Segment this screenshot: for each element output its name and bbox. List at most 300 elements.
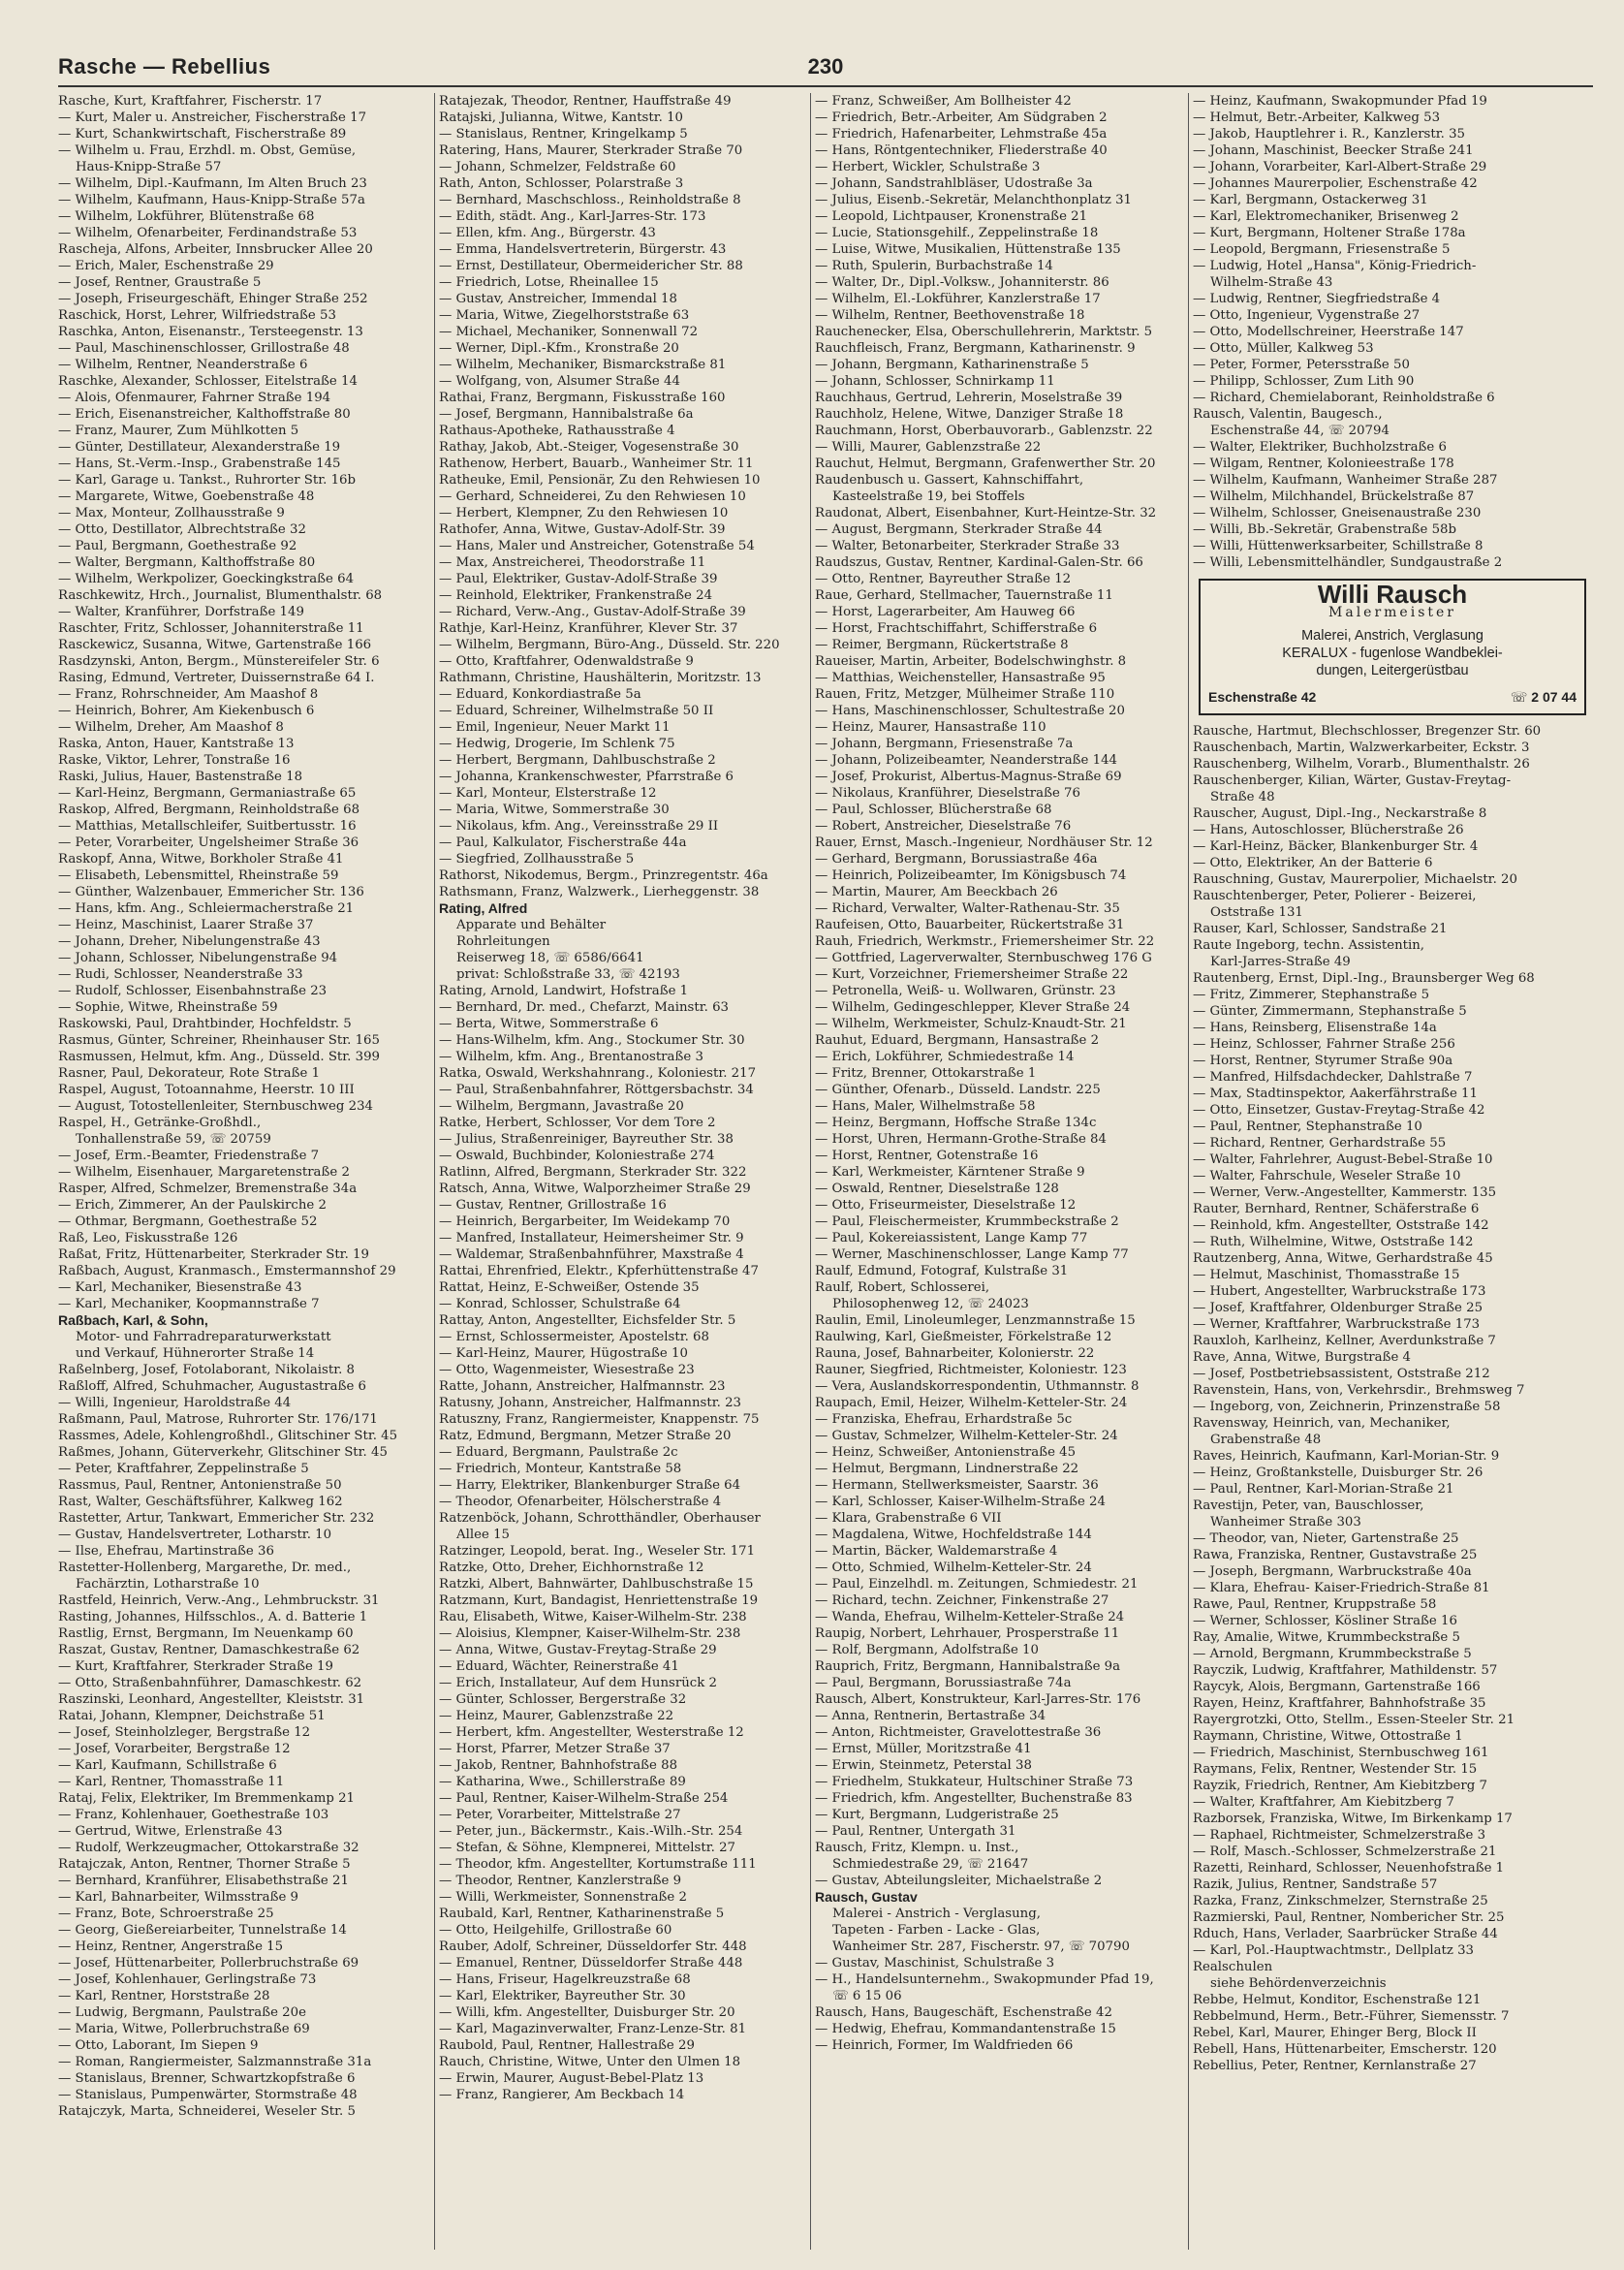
directory-entry: Rast, Walter, Geschäftsführer, Kalkweg 162	[58, 1495, 343, 1509]
directory-entry: — Joseph, Friseurgeschäft, Ehinger Straße 252	[58, 292, 368, 306]
directory-entry: Rausch, Fritz, Klempn. u. Inst.,	[815, 1841, 1019, 1855]
directory-entry: — Paul, Elektriker, Gustav-Adolf-Straße 39	[439, 572, 718, 586]
directory-entry: — Erich, Installateur, Auf dem Hunsrück 2	[439, 1676, 717, 1690]
directory-entry: Rathaus-Apotheke, Rathausstraße 4	[439, 424, 675, 438]
directory-entry: — Heinz, Schweißer, Antonienstraße 45	[815, 1445, 1077, 1460]
directory-entry: Rataj, Felix, Elektriker, Im Bremmenkamp 21	[58, 1791, 356, 1806]
directory-entry: Rattai, Ehrenfried, Elektr., Kpferhüttenstraße 47	[439, 1264, 759, 1278]
directory-entry: Rduch, Hans, Verlader, Saarbrücker Straße 44	[1193, 1927, 1498, 1941]
directory-entry: Oststraße 131	[1210, 905, 1303, 920]
directory-entry: — Karl, Bahnarbeiter, Wilmsstraße 9	[58, 1890, 299, 1905]
directory-entry: — Karl, Schlosser, Kaiser-Wilhelm-Straße 24	[815, 1495, 1106, 1509]
directory-entry: — Sophie, Witwe, Rheinstraße 59	[58, 1000, 278, 1015]
directory-entry: Rebel, Karl, Maurer, Ehinger Berg, Block II	[1193, 2026, 1477, 2040]
directory-entry: — Paul, Rentner, Kaiser-Wilhelm-Straße 254	[439, 1791, 729, 1806]
directory-entry: Rawa, Franziska, Rentner, Gustavstraße 25	[1193, 1548, 1478, 1562]
directory-entry: Ratlinn, Alfred, Bergmann, Sterkrader Str. 322	[439, 1165, 747, 1180]
directory-entry: — Karl, Pol.-Hauptwachtmstr., Dellplatz 33	[1193, 1943, 1475, 1958]
directory-entry: Ratsch, Anna, Witwe, Walporzheimer Straße 29	[439, 1182, 751, 1196]
directory-entry: Ratuszny, Franz, Rangiermeister, Knappenstr. 75	[439, 1412, 760, 1427]
directory-entry: — Otto, Elektriker, An der Batterie 6	[1193, 856, 1433, 870]
directory-entry: Raskopf, Anna, Witwe, Borkholer Straße 41	[58, 852, 344, 867]
directory-entry: — Bernhard, Kranführer, Elisabethstraße 21	[58, 1874, 349, 1888]
directory-entry: Rascheja, Alfons, Arbeiter, Innsbrucker Allee 20	[58, 242, 373, 257]
directory-entry: — Walter, Kraftfahrer, Am Kiebitzberg 7	[1193, 1795, 1454, 1810]
directory-entry: — Wilgam, Rentner, Kolonieestraße 178	[1193, 457, 1454, 471]
directory-entry: Rasckewicz, Susanna, Witwe, Gartenstraße 166	[58, 638, 372, 652]
directory-entry: — Otto, Straßenbahnführer, Damaschkestr. 62	[58, 1676, 362, 1690]
directory-entry: Rauschtenberger, Peter, Polierer - Beizerei,	[1193, 889, 1477, 903]
directory-entry: — Wilhelm, Gedingeschlepper, Klever Straße 24	[815, 1000, 1131, 1015]
directory-entry: — Kurt, Bergmann, Ludgeristraße 25	[815, 1808, 1059, 1822]
directory-entry: — Stanislaus, Pumpenwärter, Stormstraße 48	[58, 2088, 358, 2102]
directory-entry: — Willi, Ingenieur, Haroldstraße 44	[58, 1396, 292, 1410]
directory-entry: — Wilhelm, El.-Lokführer, Kanzlerstraße 17	[815, 292, 1101, 306]
directory-entry: Rathsmann, Franz, Walzwerk., Lierheggenstr. 38	[439, 885, 760, 899]
directory-entry: Ratzinger, Leopold, berat. Ing., Weseler Str. 171	[439, 1544, 756, 1559]
directory-entry: — Karl, Magazinverwalter, Franz-Lenze-Str. 81	[439, 2022, 747, 2036]
directory-entry: — Reinhold, Elektriker, Frankenstraße 24	[439, 588, 713, 603]
directory-entry: — Erich, Lokführer, Schmiedestraße 14	[815, 1050, 1075, 1064]
directory-entry: Raupach, Emil, Heizer, Wilhelm-Ketteler-Str. 24	[815, 1396, 1128, 1410]
directory-entry: Razmierski, Paul, Rentner, Nombericher Str. 25	[1193, 1910, 1505, 1925]
directory-entry: Rauber, Adolf, Schreiner, Düsseldorfer Str. 448	[439, 1939, 747, 1954]
directory-entry: — Paul, Rentner, Untergath 31	[815, 1824, 1016, 1839]
directory-entry: — Hans, Röntgentechniker, Fliederstraße 40	[815, 143, 1108, 158]
directory-entry: — August, Totostellenleiter, Sternbuschweg 234	[58, 1099, 374, 1114]
directory-entry: — Richard, Rentner, Gerhardstraße 55	[1193, 1136, 1447, 1151]
directory-entry: Rauner, Siegfried, Richtmeister, Koloniestr. 123	[815, 1363, 1127, 1377]
directory-entry: — Günter, Schlosser, Bergerstraße 32	[439, 1692, 687, 1707]
directory-entry: — Eduard, Bergmann, Paulstraße 2c	[439, 1445, 678, 1460]
directory-entry: — Ernst, Destillateur, Obermeidericher Str. 88	[439, 259, 743, 273]
directory-entry: — Hubert, Angestellter, Warbruckstraße 173	[1193, 1284, 1486, 1299]
directory-entry: — Leopold, Lichtpauser, Kronenstraße 21	[815, 209, 1088, 224]
directory-entry: Raymann, Christine, Witwe, Ottostraße 1	[1193, 1729, 1463, 1744]
directory-entry: Raulin, Emil, Linoleumleger, Lenzmannstraße 15	[815, 1313, 1136, 1328]
directory-entry: — Josef, Vorarbeiter, Bergstraße 12	[58, 1742, 291, 1756]
directory-entry: Schmiedestraße 29, ☏ 21647	[832, 1857, 1029, 1872]
directory-entry: — Heinz, Maschinist, Laarer Straße 37	[58, 918, 314, 932]
directory-entry: — Richard, Chemielaborant, Reinholdstraße 6	[1193, 391, 1495, 405]
directory-entry: — H., Handelsunternehm., Swakopmunder Pfad 19,	[815, 1972, 1154, 1987]
directory-entry: — Heinrich, Polizeibeamter, Im Königsbusch 74	[815, 868, 1127, 883]
directory-entry: Rebbelmund, Herm., Betr.-Führer, Siemensstr. 7	[1193, 2009, 1510, 2024]
directory-entry: Rasper, Alfred, Schmelzer, Bremenstraße 34a	[58, 1182, 358, 1196]
directory-entry: Rastetter, Artur, Tankwart, Emmericher Str. 232	[58, 1511, 375, 1526]
directory-entry: — Werner, Maschinenschlosser, Lange Kamp 77	[815, 1247, 1129, 1262]
directory-entry: — Erich, Zimmerer, An der Paulskirche 2	[58, 1198, 327, 1213]
directory-entry: — Horst, Pfarrer, Metzer Straße 37	[439, 1742, 671, 1756]
directory-entry: Ratz, Edmund, Bergmann, Metzer Straße 20	[439, 1429, 732, 1443]
directory-entry: — Johann, Polizeibeamter, Neanderstraße 144	[815, 753, 1117, 768]
directory-entry: Rathmann, Christine, Haushälterin, Moritzstr. 13	[439, 671, 762, 685]
directory-entry: Rastfeld, Heinrich, Verw.-Ang., Lehmbruckstr. 31	[58, 1593, 380, 1608]
directory-entry: Rauschenbach, Martin, Walzwerkarbeiter, Eckstr. 3	[1193, 741, 1530, 755]
directory-entry: — Wilhelm, Bergmann, Büro-Ang., Düsseld. Str. 220	[439, 638, 780, 652]
directory-entry: — Gerhard, Schneiderei, Zu den Rehwiesen 10	[439, 489, 746, 504]
directory-entry: — Otto, Kraftfahrer, Odenwaldstraße 9	[439, 654, 694, 669]
directory-entry: — Alois, Ofenmaurer, Fahrner Straße 194	[58, 391, 331, 405]
directory-entry: — Maria, Witwe, Pollerbruchstraße 69	[58, 2022, 310, 2036]
directory-entry: — Karl, Elektromechaniker, Brisenweg 2	[1193, 209, 1459, 224]
directory-entry: — Helmut, Maschinist, Thomasstraße 15	[1193, 1268, 1460, 1282]
directory-entry: Malerei - Anstrich - Verglasung,	[832, 1907, 1041, 1921]
directory-entry: — Klara, Grabenstraße 6 VII	[815, 1511, 1002, 1526]
directory-entry: — Karl, Werkmeister, Kärntener Straße 9	[815, 1165, 1085, 1180]
directory-entry: — Heinz, Rentner, Angerstraße 15	[58, 1939, 284, 1954]
directory-entry: — Wilhelm, Werkpolizer, Goeckingkstraße 64	[58, 572, 355, 586]
directory-entry: — Johann, Dreher, Nibelungenstraße 43	[58, 934, 321, 949]
directory-entry: — Friedrich, Hafenarbeiter, Lehmstraße 45a	[815, 127, 1108, 142]
directory-entry: — Ernst, Schlossermeister, Apostelstr. 68	[439, 1330, 709, 1344]
directory-entry: Rathai, Franz, Bergmann, Fiskusstraße 160	[439, 391, 726, 405]
ad-line: KERALUX - fugenlose Wandbeklei-	[1282, 646, 1503, 661]
directory-entry: Philosophenweg 12, ☏ 24023	[832, 1297, 1029, 1311]
directory-entry: — Anna, Witwe, Gustav-Freytag-Straße 29	[439, 1643, 717, 1657]
directory-entry: Motor- und Fahrradreparaturwerkstatt	[76, 1330, 331, 1344]
directory-entry: — Jakob, Hauptlehrer i. R., Kanzlerstr. 35	[1193, 127, 1465, 142]
directory-entry: — Edith, städt. Ang., Karl-Jarres-Str. 173	[439, 209, 706, 224]
directory-entry: — Otto, Wagenmeister, Wiesestraße 23	[439, 1363, 695, 1377]
directory-entry: Ratajski, Julianna, Witwe, Kantstr. 10	[439, 110, 683, 125]
directory-entry: — Wolfgang, von, Alsumer Straße 44	[439, 374, 680, 389]
ad-line: Malerei, Anstrich, Verglasung	[1301, 628, 1483, 644]
directory-entry: Raueiser, Martin, Arbeiter, Bodelschwinghstr. 8	[815, 654, 1127, 669]
directory-entry: — Peter, Kraftfahrer, Zeppelinstraße 5	[58, 1462, 309, 1476]
directory-entry: — Ludwig, Bergmann, Paulstraße 20e	[58, 2005, 306, 2020]
directory-entry: Ratte, Johann, Anstreicher, Halfmannstr. 23	[439, 1379, 726, 1394]
directory-entry: — Eduard, Konkordiastraße 5a	[439, 687, 641, 702]
directory-entry: Rating, Arnold, Landwirt, Hofstraße 1	[439, 984, 689, 998]
directory-entry: Raßbach, Karl, & Sohn,	[58, 1312, 208, 1328]
directory-entry: Rausch, Gustav	[815, 1889, 918, 1905]
directory-entry: — Otto, Müller, Kalkweg 53	[1193, 341, 1374, 356]
directory-entry: Ratzke, Otto, Dreher, Eichhornstraße 12	[439, 1561, 704, 1575]
directory-entry: — Karl, Rentner, Horststraße 28	[58, 1989, 270, 2003]
directory-entry: — Robert, Anstreicher, Dieselstraße 76	[815, 819, 1072, 834]
directory-entry: — Josef, Prokurist, Albertus-Magnus-Straße 69	[815, 770, 1122, 784]
directory-entry: — Josef, Bergmann, Hannibalstraße 6a	[439, 407, 694, 422]
directory-entry: — Franz, Bote, Schroerstraße 25	[58, 1907, 274, 1921]
directory-entry: — Horst, Rentner, Gotenstraße 16	[815, 1149, 1039, 1163]
directory-entry: Raschke, Alexander, Schlosser, Eitelstraße 14	[58, 374, 358, 389]
directory-entry: — Peter, Vorarbeiter, Ungelsheimer Straße 36	[58, 835, 359, 850]
directory-entry: — Günter, Destillateur, Alexanderstraße 19	[58, 440, 341, 455]
directory-entry: — Herbert, Wickler, Schulstraße 3	[815, 160, 1041, 174]
directory-entry: — Kurt, Vorzeichner, Friemersheimer Straße 22	[815, 967, 1129, 982]
directory-entry: — Stanislaus, Brenner, Schwartzkopfstraße 6	[58, 2071, 356, 2086]
directory-entry: Raschter, Fritz, Schlosser, Johanniterstraße 11	[58, 621, 364, 636]
ad-line: dungen, Leitergerüstbau	[1316, 663, 1469, 678]
directory-entry: — Gustav, Abteilungsleiter, Michaelstraße 2	[815, 1874, 1103, 1888]
directory-entry: Ratheuke, Emil, Pensionär, Zu den Rehwiesen 10	[439, 473, 761, 488]
directory-entry: — Ernst, Müller, Moritzstraße 41	[815, 1742, 1032, 1756]
directory-entry: — Josef, Steinholzleger, Bergstraße 12	[58, 1725, 311, 1740]
directory-entry: Rauna, Josef, Bahnarbeiter, Kolonierstr. 22	[815, 1346, 1095, 1361]
directory-entry: Rasmus, Günter, Schreiner, Rheinhauser Str. 165	[58, 1033, 380, 1048]
directory-entry: Ratke, Herbert, Schlosser, Vor dem Tore 2	[439, 1116, 716, 1130]
directory-entry: Rauchut, Helmut, Bergmann, Grafenwerther Str. 20	[815, 457, 1156, 471]
directory-entry: — Gerhard, Bergmann, Borussiastraße 46a	[815, 852, 1098, 867]
directory-entry: — Fritz, Zimmerer, Stephanstraße 5	[1193, 988, 1430, 1002]
directory-entry: und Verkauf, Hühnerorter Straße 14	[76, 1346, 315, 1361]
directory-entry: — Anna, Rentnerin, Bertastraße 34	[815, 1709, 1046, 1723]
directory-entry: — Ingeborg, von, Zeichnerin, Prinzenstraße 58	[1193, 1400, 1501, 1414]
directory-entry: — Kurt, Kraftfahrer, Sterkrader Straße 19	[58, 1659, 333, 1674]
directory-entry: Rasing, Edmund, Vertreter, Duissernstraße 64 I.	[58, 671, 375, 685]
directory-entry: — Matthias, Weichensteller, Hansastraße 95	[815, 671, 1106, 685]
directory-entry: — Josef, Erm.-Beamter, Friedenstraße 7	[58, 1149, 320, 1163]
directory-entry: — Paul, Rentner, Stephanstraße 10	[1193, 1119, 1422, 1134]
directory-entry: — Heinrich, Bergarbeiter, Im Weidekamp 70	[439, 1214, 731, 1229]
directory-entry: — Paul, Einzelhdl. m. Zeitungen, Schmiedestr. 21	[815, 1577, 1139, 1592]
directory-entry: Eschenstraße 44, ☏ 20794	[1210, 424, 1390, 438]
directory-entry: — Friedrich, Lotse, Rheinallee 15	[439, 275, 659, 290]
directory-entry: — Heinz, Maurer, Hansastraße 110	[815, 720, 1046, 735]
directory-entry: Rauschenberg, Wilhelm, Vorarb., Blumenthalstr. 26	[1193, 757, 1530, 772]
directory-entry: — Werner, Schlosser, Kösliner Straße 16	[1193, 1614, 1457, 1628]
directory-entry: — Peter, Vorarbeiter, Mittelstraße 27	[439, 1808, 681, 1822]
directory-entry: Raves, Heinrich, Kaufmann, Karl-Morian-Str. 9	[1193, 1449, 1500, 1464]
directory-entry: Raulwing, Karl, Gießmeister, Förkelstraße 12	[815, 1330, 1112, 1344]
directory-entry: — Hedwig, Drogerie, Im Schlenk 75	[439, 737, 675, 751]
directory-entry: — Richard, Verwalter, Walter-Rathenau-Str. 35	[815, 901, 1120, 916]
directory-entry: Raßbach, August, Kranmasch., Emstermannshof 29	[58, 1264, 396, 1278]
directory-entry: Rating, Alfred	[439, 900, 528, 916]
directory-entry: Raufeisen, Otto, Bauarbeiter, Rückertstraße 31	[815, 918, 1125, 932]
directory-entry: Ratajczyk, Marta, Schneiderei, Weseler Str. 5	[58, 2104, 356, 2119]
directory-entry: — Helmut, Betr.-Arbeiter, Kalkweg 53	[1193, 110, 1441, 125]
directory-entry: — Lucie, Stationsgehilf., Zeppelinstraße 18	[815, 226, 1099, 240]
directory-entry: ☏ 6 15 06	[832, 1989, 902, 2003]
directory-entry: Rasdzynski, Anton, Bergm., Münstereifeler Str. 6	[58, 654, 380, 669]
directory-entry: Rawe, Paul, Rentner, Kruppstraße 58	[1193, 1597, 1437, 1612]
directory-entry: — Paul, Kalkulator, Fischerstraße 44a	[439, 835, 687, 850]
directory-entry: — Heinrich, Bohrer, Am Kiekenbusch 6	[58, 704, 315, 718]
directory-entry: Ratajezak, Theodor, Rentner, Hauffstraße 49	[439, 94, 732, 109]
directory-entry: — Heinz, Maurer, Gablenzstraße 22	[439, 1709, 674, 1723]
directory-entry: — Theodor, van, Nieter, Gartenstraße 25	[1193, 1531, 1459, 1546]
directory-entry: — Karl-Heinz, Bergmann, Germaniastraße 65	[58, 786, 357, 801]
directory-entry: Rohrleitungen	[456, 934, 550, 949]
directory-entry: — Josef, Kraftfahrer, Oldenburger Straße 25	[1193, 1301, 1483, 1315]
directory-entry: Rauhut, Eduard, Bergmann, Hansastraße 2	[815, 1033, 1100, 1048]
directory-entry: — Johann, Bergmann, Katharinenstraße 5	[815, 358, 1089, 372]
directory-entry: — Walter, Fahrlehrer, August-Bebel-Straße 10	[1193, 1152, 1493, 1167]
directory-entry: — Ruth, Spulerin, Burbachstraße 14	[815, 259, 1053, 273]
directory-entry: — Johann, Bergmann, Friesenstraße 7a	[815, 737, 1074, 751]
directory-entry: — Joseph, Bergmann, Warbruckstraße 40a	[1193, 1564, 1472, 1579]
directory-entry: Ratzmann, Kurt, Bandagist, Henriettenstraße 19	[439, 1593, 759, 1608]
directory-entry: — Walter, Elektriker, Buchholzstraße 6	[1193, 440, 1447, 455]
directory-entry: — Rolf, Masch.-Schlosser, Schmelzerstraße 21	[1193, 1844, 1497, 1859]
directory-entry: Rauchfleisch, Franz, Bergmann, Katharinenstr. 9	[815, 341, 1136, 356]
directory-entry: Raskowski, Paul, Drahtbinder, Hochfeldstr. 5	[58, 1017, 352, 1031]
directory-entry: — Gustav, Handelsvertreter, Lotharstr. 10	[58, 1528, 332, 1542]
directory-entry: — Heinz, Kaufmann, Swakopmunder Pfad 19	[1193, 94, 1487, 109]
directory-entry: Rauschning, Gustav, Maurerpolier, Michaelstr. 20	[1193, 872, 1517, 887]
directory-entry: Raschick, Horst, Lehrer, Wilfriedstraße 53	[58, 308, 336, 323]
directory-entry: Razka, Franz, Zinkschmelzer, Sternstraße 25	[1193, 1894, 1488, 1908]
directory-entry: — Wanda, Ehefrau, Wilhelm-Ketteler-Straße 24	[815, 1610, 1125, 1624]
directory-entry: Rebell, Hans, Hüttenarbeiter, Emscherstr. 120	[1193, 2042, 1497, 2057]
directory-entry: — Emanuel, Rentner, Düsseldorfer Straße 448	[439, 1956, 743, 1970]
directory-entry: — Erich, Maler, Eschenstraße 29	[58, 259, 274, 273]
directory-entry: — Gustav, Rentner, Grillostraße 16	[439, 1198, 667, 1213]
directory-entry: — Martin, Bäcker, Waldemarstraße 4	[815, 1544, 1058, 1559]
directory-entry: Rauchmann, Horst, Oberbauvorarb., Gablenzstr. 22	[815, 424, 1153, 438]
directory-entry: — Johann, Schlosser, Schnirkamp 11	[815, 374, 1055, 389]
directory-entry: — Gottfried, Lagerverwalter, Sternbuschweg 176 G	[815, 951, 1152, 965]
directory-entry: — Jakob, Rentner, Bahnhofstraße 88	[439, 1758, 678, 1773]
directory-entry: — Otto, Ingenieur, Vygenstraße 27	[1193, 308, 1421, 323]
directory-entry: — Philipp, Schlosser, Zum Lith 90	[1193, 374, 1415, 389]
directory-entry: — Heinrich, Former, Im Waldfrieden 66	[815, 2038, 1074, 2053]
directory-entry: Raspel, H., Getränke-Großhdl.,	[58, 1116, 262, 1130]
directory-entry: Raue, Gerhard, Stellmacher, Tauernstraße 11	[815, 588, 1113, 603]
directory-entry: Karl-Jarres-Straße 49	[1210, 955, 1351, 969]
directory-entry: Kasteelstraße 19, bei Stoffels	[832, 489, 1025, 504]
directory-entry: Realschulen	[1193, 1960, 1273, 1974]
directory-entry: Rauer, Ernst, Masch.-Ingenieur, Nordhäuser Str. 12	[815, 835, 1153, 850]
directory-entry: Ratai, Johann, Klempner, Deichstraße 51	[58, 1709, 326, 1723]
directory-entry: — Friedrich, Maschinist, Sternbuschweg 161	[1193, 1746, 1489, 1760]
directory-entry: — Peter, jun., Bäckermstr., Kais.-Wilh.-Str. 254	[439, 1824, 743, 1839]
directory-entry: Ravenstein, Hans, von, Verkehrsdir., Brehmsweg 7	[1193, 1383, 1525, 1398]
directory-entry: — Max, Monteur, Zollhausstraße 9	[58, 506, 285, 520]
directory-entry: Raschka, Anton, Eisenanstr., Tersteegenstr. 13	[58, 325, 363, 339]
directory-entry: Raß, Leo, Fiskusstraße 126	[58, 1231, 238, 1245]
directory-entry: Wilhelm-Straße 43	[1210, 275, 1333, 290]
directory-entry: — Friedrich, kfm. Angestellter, Buchenstraße 83	[815, 1791, 1133, 1806]
directory-entry: — Ludwig, Hotel „Hansa", König-Friedrich-	[1193, 259, 1477, 273]
directory-entry: — Helmut, Bergmann, Lindnerstraße 22	[815, 1462, 1079, 1476]
directory-entry: — Wilhelm, Kaufmann, Haus-Knipp-Straße 57a	[58, 193, 365, 207]
directory-entry: — Gustav, Anstreicher, Immendal 18	[439, 292, 677, 306]
directory-entry: — Karl, Elektriker, Bayreuther Str. 30	[439, 1989, 686, 2003]
directory-entry: — Karl-Heinz, Bäcker, Blankenburger Str. 4	[1193, 839, 1479, 854]
directory-entry: — Friedhelm, Stukkateur, Hultschiner Straße 73	[815, 1775, 1134, 1789]
directory-entry: — Friedrich, Betr.-Arbeiter, Am Südgraben 2	[815, 110, 1108, 125]
directory-entry: Rauschenberger, Kilian, Wärter, Gustav-Freytag-	[1193, 773, 1512, 788]
directory-entry: — Stefan, & Söhne, Klempnerei, Mittelstr. 27	[439, 1841, 735, 1855]
directory-entry: — Wilhelm, Werkmeister, Schulz-Knaudt-Str. 21	[815, 1017, 1127, 1031]
directory-entry: — Paul, Fleischermeister, Krummbeckstraße 2	[815, 1214, 1119, 1229]
directory-entry: — Elisabeth, Lebensmittel, Rheinstraße 59	[58, 868, 339, 883]
directory-entry: — Otto, Schmied, Wilhelm-Ketteler-Str. 24	[815, 1561, 1092, 1575]
directory-entry: Rauchholz, Helene, Witwe, Danziger Straße 18	[815, 407, 1124, 422]
directory-entry: Rayergrotzki, Otto, Stellm., Essen-Steeler Str. 21	[1193, 1713, 1515, 1727]
directory-entry: privat: Schloßstraße 33, ☏ 42193	[456, 967, 680, 982]
directory-entry: Razik, Julius, Rentner, Sandstraße 57	[1193, 1877, 1438, 1892]
directory-entry: Ravensway, Heinrich, van, Mechaniker,	[1193, 1416, 1451, 1431]
page-header	[58, 50, 1593, 87]
directory-entry: Raudenbusch u. Gassert, Kahnschiffahrt,	[815, 473, 1084, 488]
directory-entry: — Max, Stadtinspektor, Aakerfährstraße 11	[1193, 1087, 1478, 1101]
directory-entry: — Horst, Lagerarbeiter, Am Hauweg 66	[815, 605, 1076, 619]
directory-entry: — Wilhelm, Schlosser, Gneisenaustraße 230	[1193, 506, 1482, 520]
directory-entry: — Herbert, Klempner, Zu den Rehwiesen 10	[439, 506, 729, 520]
directory-entry: — Wilhelm, Bergmann, Javastraße 20	[439, 1099, 684, 1114]
directory-entry: Apparate und Behälter	[456, 918, 607, 932]
directory-entry: — Roman, Rangiermeister, Salzmannstraße 31a	[58, 2055, 372, 2069]
directory-entry: Rauxloh, Karlheinz, Kellner, Averdunkstraße 7	[1193, 1334, 1496, 1348]
directory-entry: — Karl, Rentner, Thomasstraße 11	[58, 1775, 285, 1789]
directory-entry: — Walter, Kranführer, Dorfstraße 149	[58, 605, 304, 619]
directory-entry: Rayzik, Friedrich, Rentner, Am Kiebitzberg 7	[1193, 1779, 1487, 1793]
directory-entry: — Otto, Modellschreiner, Heerstraße 147	[1193, 325, 1464, 339]
directory-entry: — Maria, Witwe, Sommerstraße 30	[439, 803, 670, 817]
directory-entry: Rassmus, Paul, Rentner, Antonienstraße 50	[58, 1478, 342, 1493]
directory-entry: — Othmar, Bergmann, Goethestraße 52	[58, 1214, 318, 1229]
directory-entry: — Hans, Maschinenschlosser, Schultestraße 20	[815, 704, 1125, 718]
directory-entry: Haus-Knipp-Straße 57	[76, 160, 222, 174]
directory-entry: — Kurt, Bergmann, Holtener Straße 178a	[1193, 226, 1466, 240]
directory-entry: — Reinhold, kfm. Angestellter, Oststraße 142	[1193, 1218, 1489, 1233]
directory-entry: — Walter, Betonarbeiter, Sterkrader Straße 33	[815, 539, 1120, 553]
directory-entry: — Otto, Friseurmeister, Dieselstraße 12	[815, 1198, 1077, 1213]
directory-entry: — Horst, Uhren, Hermann-Grothe-Straße 84	[815, 1132, 1107, 1147]
directory-entry: — Josef, Rentner, Graustraße 5	[58, 275, 262, 290]
directory-entry: Razborsek, Franziska, Witwe, Im Birkenkamp 17	[1193, 1812, 1513, 1826]
ad-title: Willi Rausch	[1317, 580, 1468, 609]
directory-entry: — Wilhelm, Ofenarbeiter, Ferdinandstraße 53	[58, 226, 358, 240]
directory-entry: Rauscher, August, Dipl.-Ing., Neckarstraße 8	[1193, 806, 1487, 821]
directory-entry: Razetti, Reinhard, Schlosser, Neuenhofstraße 1	[1193, 1861, 1505, 1876]
directory-entry: — Klara, Ehefrau- Kaiser-Friedrich-Straße 81	[1193, 1581, 1490, 1595]
directory-entry: — Richard, Verw.-Ang., Gustav-Adolf-Straße 39	[439, 605, 746, 619]
directory-entry: — Günter, Zimmermann, Stephanstraße 5	[1193, 1004, 1467, 1019]
directory-entry: — Fritz, Brenner, Ottokarstraße 1	[815, 1066, 1037, 1081]
directory-entry: siehe Behördenverzeichnis	[1210, 1976, 1387, 1991]
directory-entry: Tonhallenstraße 59, ☏ 20759	[76, 1132, 271, 1147]
directory-entry: Rayen, Heinz, Kraftfahrer, Bahnhofstraße 35	[1193, 1696, 1486, 1711]
directory-entry: — Wilhelm, Mechaniker, Bismarckstraße 81	[439, 358, 727, 372]
directory-entry: Rausch, Hans, Baugeschäft, Eschenstraße 42	[815, 2005, 1112, 2020]
directory-entry: Rasting, Johannes, Hilfsschlos., A. d. Batterie 1	[58, 1610, 368, 1624]
directory-entry: Rauser, Karl, Schlosser, Sandstraße 21	[1193, 922, 1448, 936]
directory-entry: — Heinz, Großtankstelle, Duisburger Str. 26	[1193, 1466, 1483, 1480]
directory-entry: Ravestijn, Peter, van, Bauschlosser,	[1193, 1498, 1424, 1513]
directory-entry: — Hans, Autoschlosser, Blücherstraße 26	[1193, 823, 1464, 837]
directory-entry: — Matthias, Metallschleifer, Suitbertusstr. 16	[58, 819, 357, 834]
directory-entry: — Paul, Bergmann, Goethestraße 92	[58, 539, 297, 553]
directory-entry: Wanheimer Straße 303	[1210, 1515, 1361, 1529]
directory-entry: — Paul, Maschinenschlosser, Grillostraße 48	[58, 341, 350, 356]
directory-entry: Raymans, Felix, Rentner, Westender Str. 15	[1193, 1762, 1478, 1777]
directory-entry: — Walter, Dr., Dipl.-Volksw., Johanniterstr. 86	[815, 275, 1109, 290]
directory-entry: — Walter, Fahrschule, Weseler Straße 10	[1193, 1169, 1461, 1183]
directory-entry: — Oswald, Buchbinder, Koloniestraße 274	[439, 1149, 715, 1163]
directory-entry: Raudszus, Gustav, Rentner, Kardinal-Galen-Str. 66	[815, 555, 1143, 570]
directory-entry: — Willi, Maurer, Gablenzstraße 22	[815, 440, 1042, 455]
directory-entry: — Ludwig, Rentner, Siegfriedstraße 4	[1193, 292, 1441, 306]
directory-entry: — Willi, Bb.-Sekretär, Grabenstraße 58b	[1193, 522, 1457, 537]
ad-footer	[1208, 689, 1577, 706]
directory-entry: Wanheimer Str. 287, Fischerstr. 97, ☏ 70790	[832, 1939, 1130, 1954]
directory-entry: — Martin, Maurer, Am Beeckbach 26	[815, 885, 1058, 899]
directory-entry: Raßmann, Paul, Matrose, Ruhrorter Str. 176/171	[58, 1412, 378, 1427]
directory-entry: Rau, Elisabeth, Witwe, Kaiser-Wilhelm-Str. 238	[439, 1610, 747, 1624]
directory-entry: Rauprich, Fritz, Bergmann, Hannibalstraße 9a	[815, 1659, 1121, 1674]
directory-entry: — Paul, Straßenbahnfahrer, Röttgersbachstr. 34	[439, 1083, 754, 1097]
ad-phone: ☏ 2 07 44	[1510, 689, 1577, 705]
directory-entry: Rauen, Fritz, Metzger, Mülheimer Straße 110	[815, 687, 1115, 702]
directory-entry: — Rudolf, Schlosser, Eisenbahnstraße 23	[58, 984, 328, 998]
directory-entry: — Hans, kfm. Ang., Schleiermacherstraße 21	[58, 901, 355, 916]
directory-entry: — Franz, Kohlenhauer, Goethestraße 103	[58, 1808, 329, 1822]
